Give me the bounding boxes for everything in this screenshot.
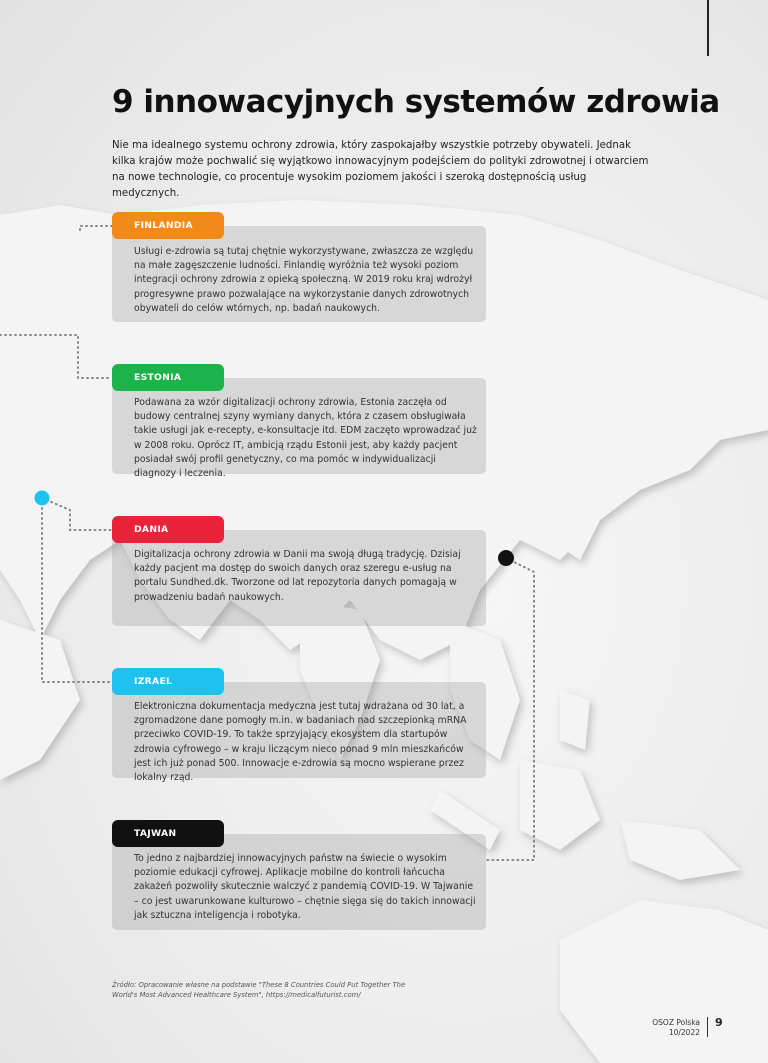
country-tag-finlandia: FINLANDIA xyxy=(112,212,224,239)
intro-paragraph: Nie ma idealnego systemu ochrony zdrowia, który zaspokajałby wszystkie potrzeby obywateli. Jednak kilka krajów może pochwalić się wyjątkowo innowacyjnym podejściem do polityki zdrowotnej i otwarciem na nowe technologie, co procentuje wysokim poziomem jakości i szeroką dostępnością usług medycznych. xyxy=(112,140,649,199)
map-australia xyxy=(560,900,768,1063)
country-text-finlandia: Usługi e-zdrowia są tutaj chętnie wykorzystywane, zwłaszcza ze względu na małe zagęszczenie ludności. Finlandię wyróżnia też wysoki poziom integracji ochrony zdrowia z opieką społeczną. W 2019 roku kraj wdrożył progresywne prawo pozwalające na wykorzystanie danych zdrowotnych obywateli do celów wtórnych, np. badań naukowych. xyxy=(134,246,474,314)
country-tag-izrael: IZRAEL xyxy=(112,668,224,695)
footer-publication xyxy=(652,1018,700,1038)
country-tag-tajwan: TAJWAN xyxy=(112,820,224,847)
country-text-izrael: Elektroniczna dokumentacja medyczna jest tutaj wdrażana od 30 lat, a zgromadzone dane pomogły m.in. w badaniach nad szczepionką mRNA przeciwko COVID-19. To także sprzyjający ekosystem dla startupów zdrowia cyfrowego – w kraju liczącym nieco ponad 9 mln mieszkańców jest ich już ponad 500. Innowacje e-zdrowia są mocno wspierane przez lokalny rząd. xyxy=(134,701,467,784)
country-text-dania: Digitalizacja ochrony zdrowia w Danii ma swoją długą tradycję. Dzisiaj każdy pacjent ma dostęp do swoich danych oraz szeregu e-usług na portalu Sundhed.dk. Tworzone od lat repozytoria danych pomagają w prowadzeniu badań naukowych. xyxy=(134,549,461,603)
page-title: 9 innowacyjnych systemów zdrowia xyxy=(112,84,720,120)
country-tag-estonia: ESTONIA xyxy=(112,364,224,391)
map-borneo xyxy=(520,760,600,850)
marker-cyan-dot xyxy=(35,491,50,506)
marker-black-dot xyxy=(498,550,514,566)
source-note: Źródło: Opracowanie własne na podstawie "These 8 Countries Could Put Together The World's Most Advanced Healthcare System", https://medicalfuturist.com/ xyxy=(112,981,406,999)
page-number: 9 xyxy=(715,1016,723,1029)
map-arabia xyxy=(0,620,80,780)
top-divider-line xyxy=(707,0,709,56)
country-tag-dania: DANIA xyxy=(112,516,224,543)
map-philippines xyxy=(560,690,590,750)
footer-divider xyxy=(707,1017,708,1037)
map-new-guinea xyxy=(620,820,740,880)
footer-publication-name: OSOZ Polska xyxy=(652,1018,700,1027)
country-text-tajwan: To jedno z najbardziej innowacyjnych państw na świecie o wysokim poziomie edukacji cyfrowej. Aplikacje mobilne do kontroli łańcucha zakażeń pozwoliły skutecznie walczyć z pandemią COVID-19. W Tajwanie – co jest uwarunkowane kulturowo – chętnie sięga się do takich innowacji jak sztuczna inteligencja i robotyka. xyxy=(134,853,476,921)
country-text-estonia: Podawana za wzór digitalizacji ochrony zdrowia, Estonia zaczęła od budowy centralnej szyny wymiany danych, która z czasem obsługiwała takie usługi jak e-recepty, e-konsultacje itd. EDM zaczęto wprowadzać już w 2008 roku. Oprócz IT, ambicją rządu Estonii jest, aby każdy pacjent posiadał swój profil genetyczny, co ma pomóc w indywidualizacji diagnozy i leczenia. xyxy=(134,397,477,480)
footer-issue: 10/2022 xyxy=(668,1028,700,1037)
